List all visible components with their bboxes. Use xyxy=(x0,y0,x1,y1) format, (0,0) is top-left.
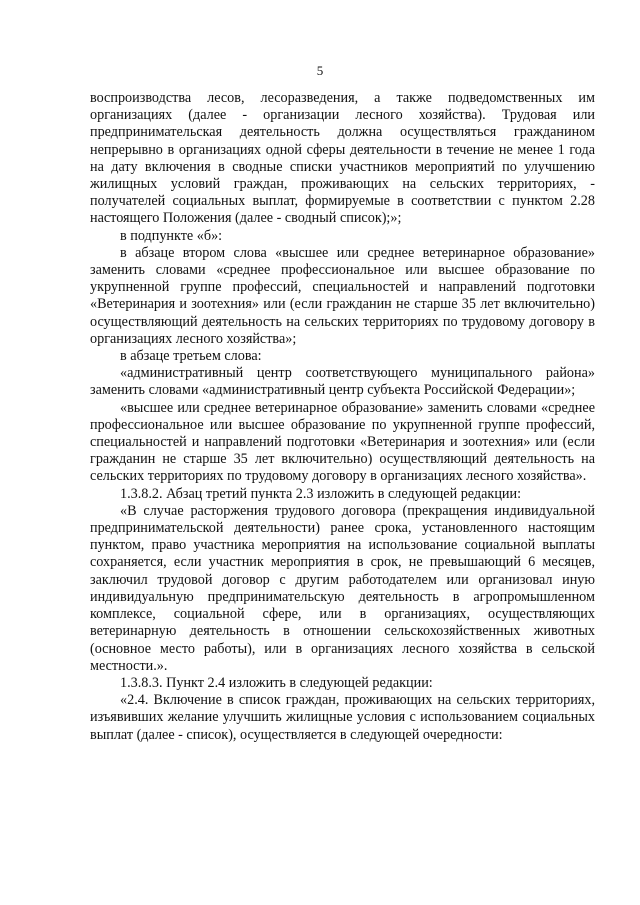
page-number: 5 xyxy=(316,63,324,78)
paragraph-1-3-8-2: 1.3.8.2. Абзац третий пункта 2.3 изложить в следующей редакции: xyxy=(120,485,522,502)
paragraph-subitem-b: в подпункте «б»: xyxy=(120,227,223,244)
paragraph-vet-education: «высшее или среднее ветеринарное образование» заменить словами «среднее профессиональное или высшее образование по укрупненной группе профессий, специальностей и направлений подготовки «Ветеринария и зоотехния» или (если гражданин не старше 35 лет включительно) осуществляющий деятельность на сельских территориях по трудовому договору в организациях лесного хозяйства». xyxy=(90,399,595,485)
paragraph-third-abzac: в абзаце третьем слова: xyxy=(120,348,262,365)
paragraph-second-abzac: в абзаце втором слова «высшее или среднее ветеринарное образование» заменить словами «среднее профессиональное или высшее образование по укрупненной группе профессий, специальностей и направлений подготовки «Ветеринария и зоотехния» или (если гражданин не старше 35 лет включительно) осуществляющий деятельность на сельских территориях по трудовому договору в организациях лесного хозяйства»; xyxy=(90,244,595,347)
paragraph-1-3-8-3: 1.3.8.3. Пункт 2.4 изложить в следующей редакции: xyxy=(120,674,433,691)
paragraph-continuation: воспроизводства лесов, лесоразведения, а также подведомственных им организациях (далее - организации лесного хозяйства). Трудовая или предпринимательская деятельность должна осуществляться гражданином непрерывно в организациях одной сферы деятельности в течение не менее 1 года на дату включения в сводные списки участников мероприятий по улучшению жилищных условий граждан, проживающих на сельских территориях, - получателей социальных выплат, формируемые в соответствии с пунктом 2.28 настоящего Положения (далее - сводный список);»; xyxy=(90,90,595,227)
paragraph-2-4: «2.4. Включение в список граждан, проживающих на сельских территориях, изъявивших желание улучшить жилищные условия с использованием социальных выплат (далее - список), осуществляется в следующей очередности: xyxy=(90,692,595,743)
document-body xyxy=(90,90,595,744)
paragraph-admin-center: «административный центр соответствующего муниципального района» заменить словами «административный центр субъекта Российской Федерации»; xyxy=(90,365,595,399)
paragraph-contract-termination: «В случае расторжения трудового договора (прекращения индивидуальной предпринимательской деятельности) ранее срока, установленного настоящим пунктом, право участника мероприятия на использование социальной выплаты сохраняется, если участник мероприятия в срок, не превышающий 6 месяцев, заключил трудовой договор с другим работодателем или организовал иную индивидуальную предпринимательскую деятельность в агропромышленном комплексе, социальной сфере, или в организациях, осуществляющих ветеринарную деятельность в отношении сельскохозяйственных животных (основное место работы), или в организациях лесного хозяйства в сельской местности.». xyxy=(90,502,595,674)
